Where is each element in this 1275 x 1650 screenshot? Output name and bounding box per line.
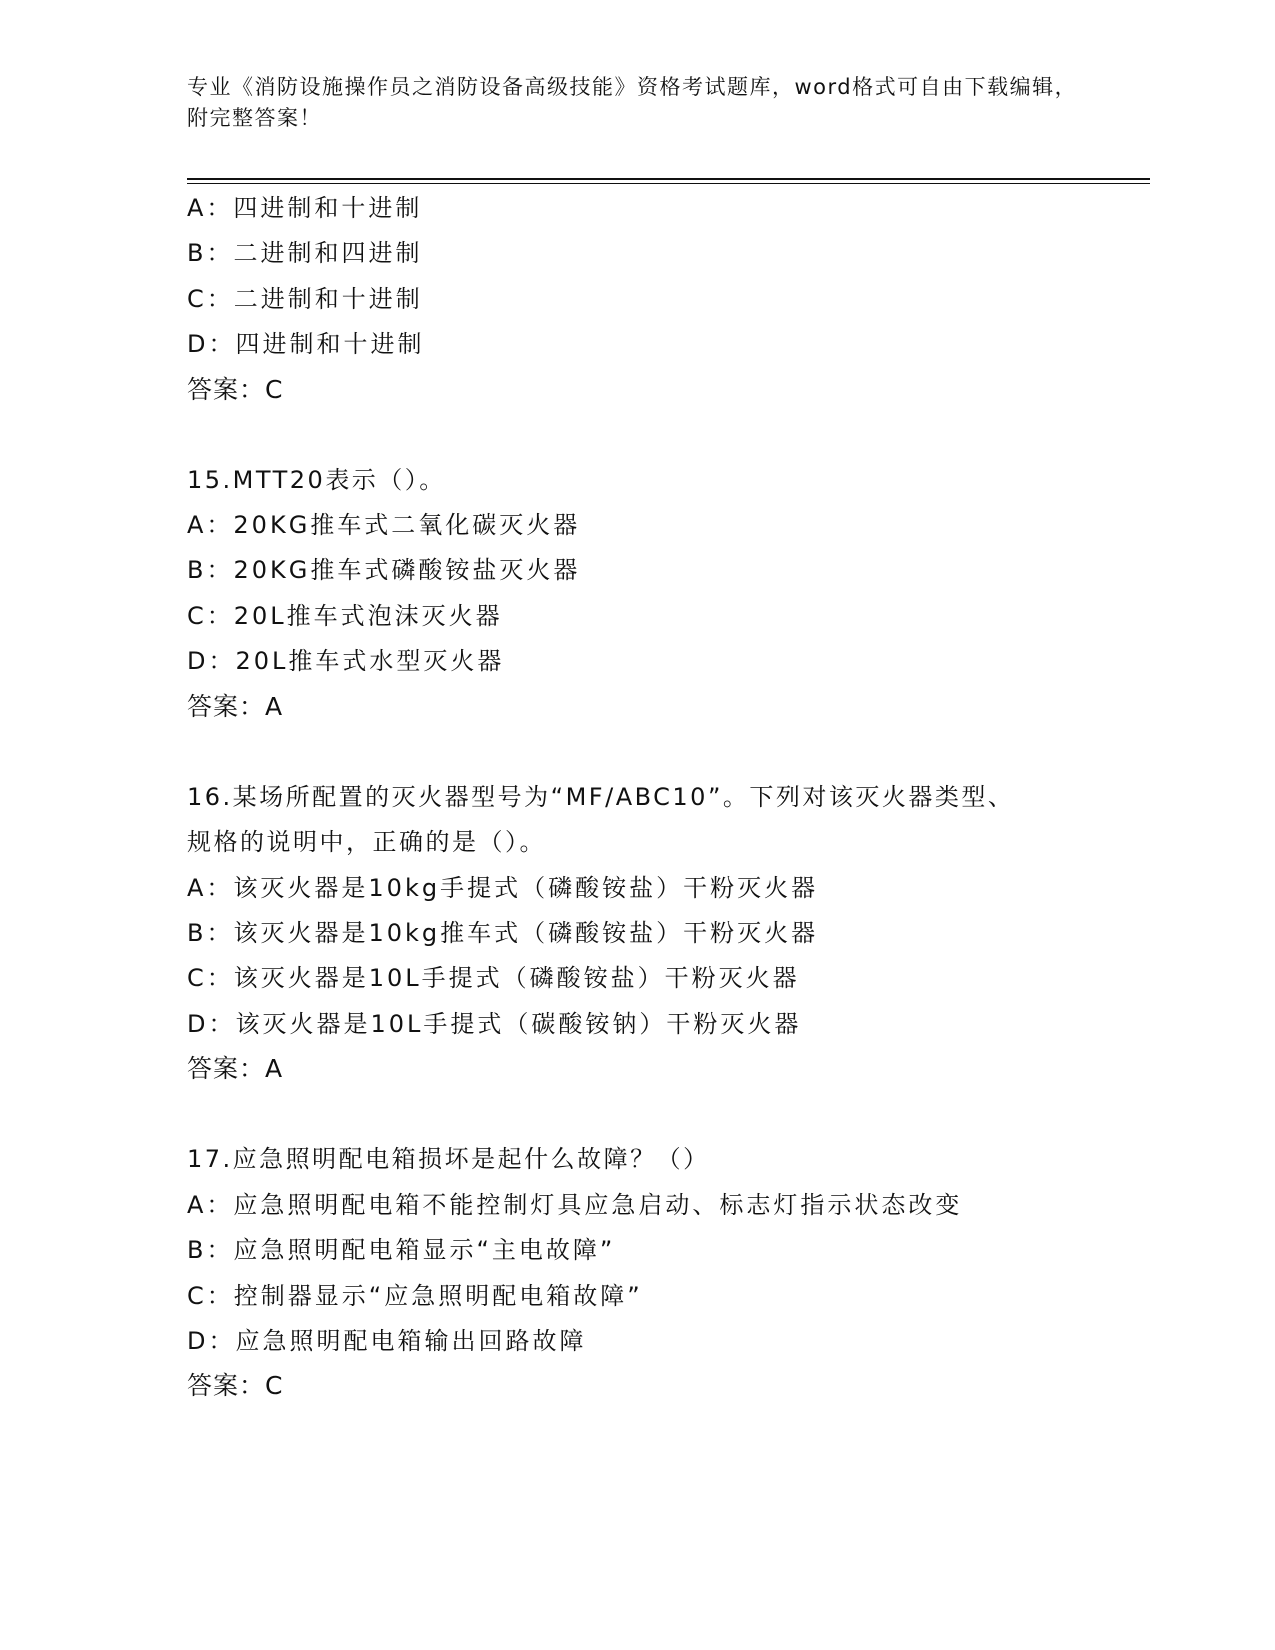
- q14-option-b: B：二进制和四进制: [187, 239, 423, 267]
- q15-option-d: D：20L推车式水型灭火器: [187, 647, 505, 675]
- q16-answer: 答案：A: [187, 1054, 284, 1083]
- q14-option-a: A：四进制和十进制: [187, 194, 423, 222]
- q17-option-c: C：控制器显示“应急照明配电箱故障”: [187, 1282, 643, 1310]
- q16-option-c: C：该灭火器是10L手提式（磷酸铵盐）干粉灭火器: [187, 964, 800, 992]
- q17-answer: 答案：C: [187, 1371, 284, 1400]
- q14-answer: 答案：C: [187, 375, 284, 404]
- q17-option-b: B：应急照明配电箱显示“主电故障”: [187, 1236, 616, 1264]
- document-header: 专业《消防设施操作员之消防设备高级技能》资格考试题库，word格式可自由下载编辑，附完整答案！: [187, 75, 1078, 130]
- header-divider-thick: [187, 178, 1150, 180]
- q16-stem-line2: 规格的说明中，正确的是（）。: [187, 828, 546, 856]
- q15-stem: 15.MTT20表示（）。: [187, 466, 446, 494]
- q15-option-b: B：20KG推车式磷酸铵盐灭火器: [187, 556, 581, 584]
- q16-stem-line1: 16.某场所配置的灭火器型号为“MF/ABC10”。下列对该灭火器类型、: [187, 783, 1015, 811]
- q14-option-c: C：二进制和十进制: [187, 285, 423, 313]
- q16-option-d: D：该灭火器是10L手提式（碳酸铵钠）干粉灭火器: [187, 1010, 802, 1038]
- q16-option-b: B：该灭火器是10kg推车式（磷酸铵盐）干粉灭火器: [187, 919, 819, 947]
- q17-option-d: D：应急照明配电箱输出回路故障: [187, 1327, 587, 1355]
- q17-stem: 17.应急照明配电箱损坏是起什么故障？（）: [187, 1145, 710, 1173]
- q15-answer: 答案：A: [187, 692, 284, 721]
- q16-option-a: A：该灭火器是10kg手提式（磷酸铵盐）干粉灭火器: [187, 874, 819, 902]
- q14-option-d: D：四进制和十进制: [187, 330, 425, 358]
- q17-option-a: A：应急照明配电箱不能控制灯具应急启动、标志灯指示状态改变: [187, 1191, 963, 1219]
- q15-option-a: A：20KG推车式二氧化碳灭火器: [187, 511, 581, 539]
- header-divider-thin: [187, 183, 1150, 184]
- q15-option-c: C：20L推车式泡沫灭火器: [187, 602, 503, 630]
